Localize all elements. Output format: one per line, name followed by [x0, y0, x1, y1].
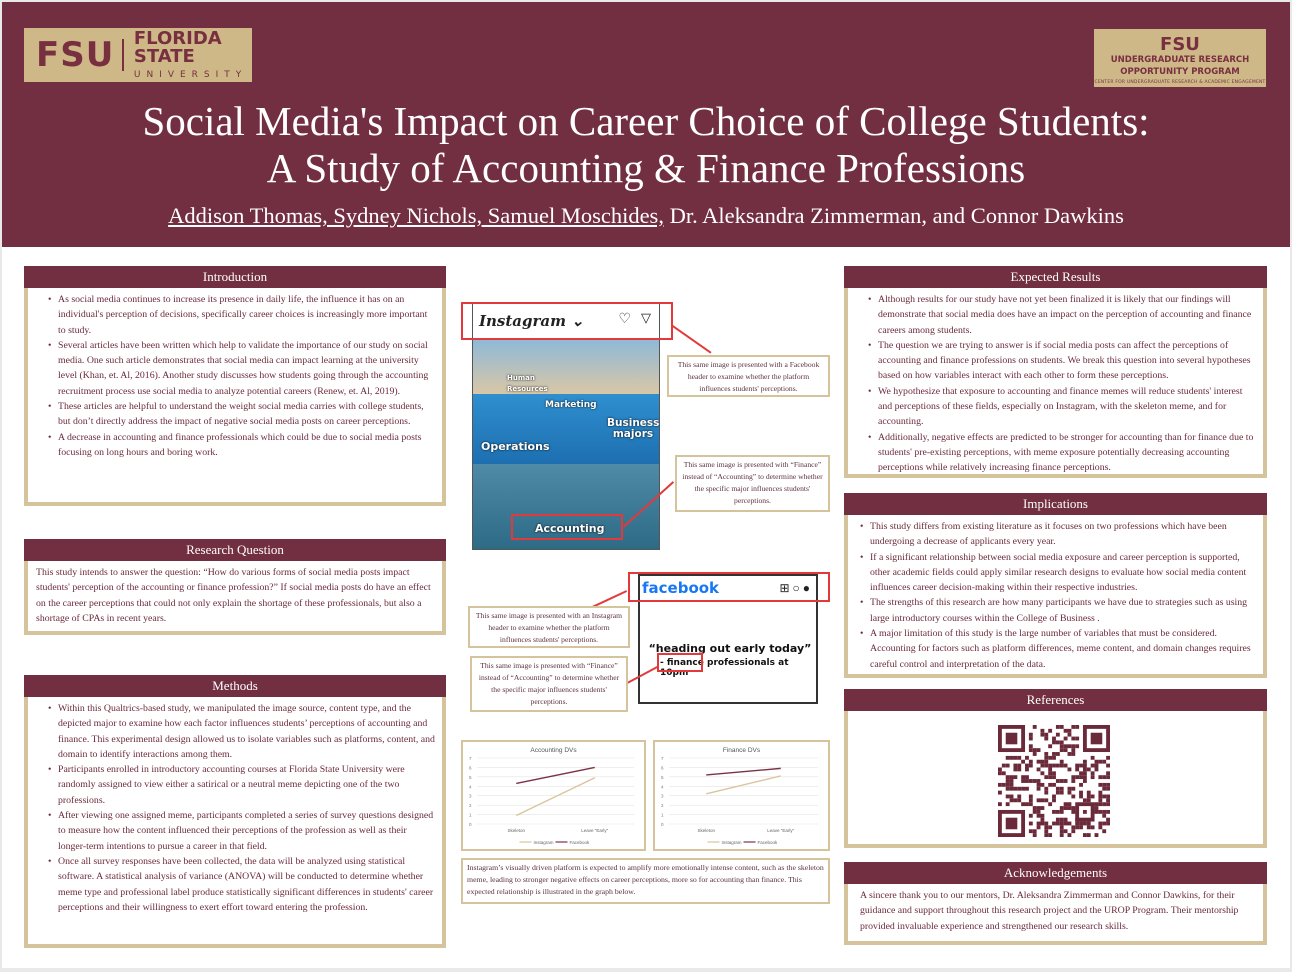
y-tick-label: 2 — [661, 803, 664, 809]
research-question-panel — [24, 539, 446, 635]
chart-finance — [653, 740, 830, 851]
list-item: • After viewing one assigned meme, participants completed a series of survey questions designed to measure how the content influenced their perceptions of the profession as well as their longer-term intentions to pursue a career in that field. — [48, 808, 436, 854]
legend-label: Facebook — [757, 840, 778, 845]
instagram-wordmark: Instagram ⌄ — [479, 312, 584, 330]
y-tick-label: 4 — [661, 784, 664, 790]
references-heading: References — [844, 689, 1267, 711]
legend-label: Instagram — [721, 840, 742, 845]
meme-subtitle-tag: - finance — [660, 658, 704, 668]
urop-logo-line2: OPPORTUNITY PROGRAM — [1120, 66, 1240, 77]
y-tick-label: 1 — [661, 812, 664, 818]
research-question-heading: Research Question — [24, 539, 446, 561]
urop-logo-line1: UNDERGRADUATE RESEARCH — [1110, 55, 1250, 65]
methods-list — [28, 697, 442, 915]
x-tick-label: Skeleton — [507, 828, 526, 833]
series-line-instagram — [516, 778, 595, 816]
meme-label-marketing: Marketing — [545, 400, 597, 410]
caption-facebook-platform: This same image is presented with an Instagram header to examine whether the platform influences students' perceptions. — [468, 606, 630, 648]
facebook-wordmark: facebook — [642, 579, 720, 597]
title-line-2: A Study of Accounting & Finance Professions — [266, 145, 1026, 191]
authors — [2, 203, 1290, 229]
meme-panel-hr — [473, 339, 659, 394]
list-item: • This study differs from existing literature as it focuses on two professions which have been undergoing a decrease of applicants every year. — [860, 519, 1257, 550]
list-item: • As social media continues to increase its presence in daily life, the influence it has on an individual's perception of decisions, specifically career choices is increasingly more important to study. — [48, 292, 436, 338]
search-icon: ○ — [792, 581, 800, 595]
highlight-instagram-header — [461, 302, 673, 340]
series-line-facebook — [706, 768, 781, 775]
y-tick-label: 5 — [469, 774, 472, 780]
y-tick-label: 1 — [469, 812, 472, 818]
list-item: • The question we are trying to answer is if social media posts can affect the perceptions of accounting and finance professions on students. We break this question into several hypotheses based on how variables interact with each other to form these perceptions. — [868, 338, 1257, 384]
y-tick-label: 3 — [469, 793, 472, 799]
implications-heading: Implications — [844, 493, 1267, 515]
series-line-facebook — [516, 767, 595, 783]
caption-instagram-platform: This same image is presented with a Facebook header to examine whether the platform influences students' perceptions. — [667, 355, 830, 397]
chart-accounting — [461, 740, 646, 851]
implications-list — [848, 515, 1263, 672]
poster — [2, 2, 1290, 968]
y-tick-label: 3 — [661, 793, 664, 799]
authors-rest: Dr. Aleksandra Zimmerman, and Connor Dawkins — [663, 203, 1124, 228]
expected-results-panel — [844, 266, 1267, 478]
list-item: • A major limitation of this study is the large number of variables that must be considered. Accounting for factors such as platform differences, meme content, and domain changes requires careful control and interpretation of the data. — [860, 626, 1257, 672]
title-line-1: Social Media's Impact on Career Choice of College Students: — [142, 98, 1150, 144]
fsu-logo-subname: UNIVERSITY — [133, 70, 248, 80]
series-line-instagram — [706, 776, 781, 794]
list-item: • Within this Qualtrics-based study, we manipulated the image source, content type, and the depicted major to examine how each factor influences students’ perceptions of accounting and finance. This experimental design allowed us to isolate variables such as platforms, content, and domain to identify interactions among them. — [48, 701, 436, 762]
legend-label: Facebook — [569, 840, 590, 845]
meme-label-hr: Human Resources — [507, 374, 548, 393]
meme-quote: “heading out early today” — [648, 642, 812, 655]
y-tick-label: 0 — [469, 822, 472, 827]
chart-finance-svg — [655, 742, 828, 849]
implications-panel — [844, 493, 1267, 678]
list-item: • If a significant relationship between social media exposure and career perception is supported, other academic fields could apply similar research designs to evaluate how social media content influences career decision-making within their respective industries. — [860, 550, 1257, 596]
qr-code-icon[interactable] — [998, 725, 1110, 837]
acknowledgements-heading: Acknowledgements — [844, 862, 1267, 884]
caption-instagram-major: This same image is presented with “Finance” instead of “Accounting” to determine whether the specific major influences students' perceptions. — [675, 455, 830, 512]
list-item: • A decrease in accounting and finance professionals which could be due to social media posts focusing on long hours and boring work. — [48, 430, 436, 461]
introduction-list — [28, 288, 442, 460]
y-tick-label: 6 — [469, 765, 472, 771]
expected-results-heading: Expected Results — [844, 266, 1267, 288]
methods-panel — [24, 675, 446, 948]
urop-logo — [1094, 29, 1266, 87]
list-item: • Although results for our study have not yet been finalized it is likely that our findings will demonstrate that social media does have an impact on the perception of accounting and finance careers among students. — [868, 292, 1257, 338]
highlight-facebook-header — [628, 572, 830, 602]
list-item: • We hypothesize that exposure to accounting and finance memes will reduce students' interest and perceptions of these fields, especially on Instagram, with the skeleton meme, and for accounting. — [868, 384, 1257, 430]
fsu-logo — [24, 28, 252, 82]
chart-accounting-svg — [463, 742, 644, 849]
list-item: • The strengths of this research are how many participants we have due to strategies such as using large introductory courses within the College of Business . — [860, 595, 1257, 626]
research-question-text: This study intends to answer the question: “How do various forms of social media posts impact students' perception of the accounting or finance profession?” If social media posts do have an effect on the career perceptions that could not only explain the shortage of these professionals, but also a shortage of CPAs in recent years. — [36, 567, 431, 624]
heart-icon: ♡ — [618, 311, 631, 327]
legend-label: Instagram — [533, 840, 554, 845]
list-item: • Participants enrolled in introductory accounting courses at Florida State University were randomly assigned to view either a satirical or a neutral meme depicting one of the two professions. — [48, 762, 436, 808]
x-tick-label: Skeleton — [697, 828, 716, 833]
y-tick-label: 6 — [661, 765, 664, 771]
list-item: • These articles are helpful to understand the weight social media carries with college students, but don’t directly address the impact of negative social media posts on career perceptions. — [48, 399, 436, 430]
expected-results-list — [848, 288, 1263, 476]
urop-logo-mark: FSU — [1160, 34, 1200, 55]
y-tick-label: 7 — [469, 756, 472, 761]
urop-logo-line3: CENTER FOR UNDERGRADUATE RESEARCH & ACADEMIC ENGAGEMENT — [1094, 79, 1266, 85]
list-item: • Additionally, negative effects are predicted to be stronger for accounting than for finance due to students' pre-existing perceptions, with meme exposure potentially decreasing accounting perceptions while relatively increasing finance perceptions. — [868, 430, 1257, 476]
meme-label-business: Business majors — [607, 417, 660, 440]
caption-facebook-major: This same image is presented with “Finance” instead of “Accounting” to determine whether the specific major influences students' perceptions. — [470, 656, 628, 712]
methods-heading: Methods — [24, 675, 446, 697]
poster-header — [2, 2, 1290, 247]
send-icon: ▽ — [641, 311, 651, 326]
add-icon: ⊞ — [779, 581, 790, 595]
y-tick-label: 4 — [469, 784, 472, 790]
x-tick-label: Leave "Early" — [767, 828, 795, 833]
introduction-heading: Introduction — [24, 266, 446, 288]
y-tick-label: 5 — [661, 774, 664, 780]
acknowledgements-text: A sincere thank you to our mentors, Dr. Aleksandra Zimmerman and Connor Dawkins, for their guidance and support throughout this research project and the UROP Program. Their mentorship provided invaluable experience and strengthened our research skills. — [860, 890, 1239, 932]
y-tick-label: 0 — [661, 822, 664, 827]
list-item: • Once all survey responses have been collected, the data will be analyzed using statistical software. A statistical analysis of variance (ANOVA) will be conducted to determine whether meme type and professional label produce statistically significant differences in students' career perceptions and their willingness to exert effort toward entering the profession. — [48, 854, 436, 915]
meme-subtitle-rest: professionals at 10pm — [660, 658, 789, 678]
acknowledgements-panel — [844, 862, 1267, 945]
messenger-icon: ● — [802, 581, 810, 595]
chart-caption: Instagram’s visually driven platform is expected to amplify more emotionally intense content, such as the skeleton meme, leading to stronger negative effects on career perceptions, more so for accounting than finance. This expected relationship is illustrated in the graph below. — [461, 858, 830, 904]
authors-underlined: Addison Thomas, Sydney Nichols, Samuel Moschides, — [168, 203, 664, 228]
chart-title: Finance DVs — [722, 747, 761, 754]
connector-line — [672, 325, 711, 353]
y-tick-label: 7 — [661, 756, 664, 761]
y-tick-label: 2 — [469, 803, 472, 809]
introduction-panel — [24, 266, 446, 506]
x-tick-label: Leave "Early" — [581, 828, 609, 833]
highlight-finance-label — [657, 653, 703, 672]
chart-title: Accounting DVs — [530, 747, 577, 754]
list-item: • Several articles have been written which help to validate the importance of our study on social media. One such article demonstrates that social media can impact learning at the university level (Khan, et. Al, 2016). Another study discusses how students going through the accounting recruitment process use social media to analyze potential careers (Renew, et. Al, 2019). — [48, 338, 436, 399]
fsu-logo-name: FLORIDA STATE — [133, 28, 222, 67]
meme-label-operations: Operations — [481, 440, 550, 453]
logo-divider — [122, 39, 124, 71]
meme-label-accounting: Accounting — [535, 522, 605, 535]
highlight-accounting-label — [511, 514, 623, 540]
poster-title — [2, 98, 1290, 192]
fsu-logo-mark: FSU — [36, 35, 115, 75]
